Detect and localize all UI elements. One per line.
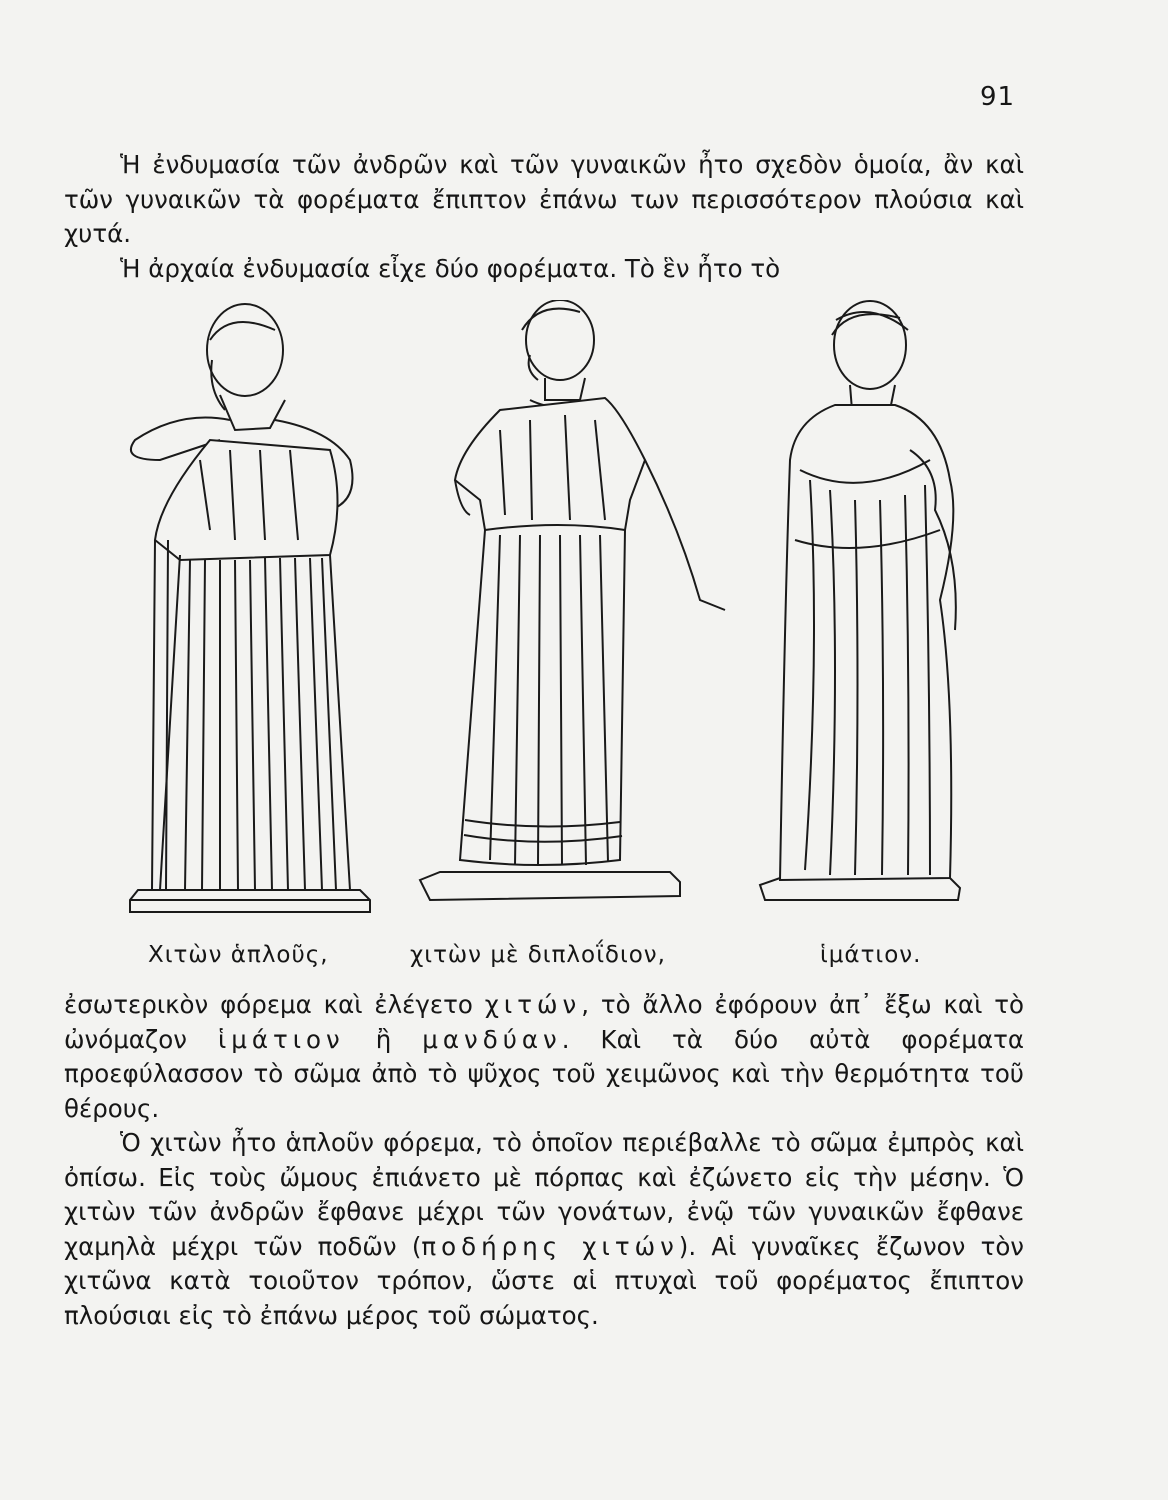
paragraph-chiton-description xyxy=(64,1126,1024,1333)
figure-himation xyxy=(760,301,960,900)
figure-chiton-diploidion xyxy=(420,300,725,900)
text-segment: , τὸ ἄλλο ἐφόρουν ἀπ᾽ ἔξω καὶ τὸ ὠνόμαζον xyxy=(64,990,1024,1054)
figure-simple-chiton xyxy=(130,304,370,912)
term-mandyas: μανδύαν xyxy=(422,1024,562,1054)
paragraph-garments-intro: Ἡ ἀρχαία ἐνδυμασία εἶχε δύο φορέματα. Τὸ ἓν ἦτο τὸ xyxy=(120,254,781,283)
text-segment: . Καὶ τὰ δύο αὐτὰ φορέματα προεφύλασσον τὸ σῶμα ἀπὸ τὸ ψῦχος τοῦ χειμῶνος καὶ τὴν θερμότητα τοῦ θέρους. xyxy=(64,1024,1024,1123)
caption-himation: ἱμάτιον. xyxy=(820,942,922,968)
paragraph-chiton-himation xyxy=(64,988,1024,1126)
caption-chiton-diploidion: χιτὼν μὲ διπλοΐδιον, xyxy=(410,942,666,968)
text-segment: ἢ xyxy=(344,1024,423,1054)
paragraph-intro: Ἡ ἐνδυμασία τῶν ἀνδρῶν καὶ τῶν γυναικῶν ἦτο σχεδὸν ὁμοία, ἂν καὶ τῶν γυναικῶν τὰ φορέματα ἔπιπτον ἐπάνω των περισσότερον πλούσια καὶ χυτά. xyxy=(64,150,1024,248)
page-number: 91 xyxy=(980,82,1016,112)
term-podires-chiton: ποδήρης χιτών xyxy=(421,1231,679,1261)
garment-illustrations xyxy=(60,300,1060,940)
text-segment: ἐσωτερικὸν φόρεμα καὶ ἐλέγετο xyxy=(64,990,485,1019)
caption-simple-chiton: Χιτὼν ἁπλοῦς, xyxy=(148,942,329,968)
term-himation: ἱμάτιον xyxy=(217,1024,345,1054)
term-chiton: χιτών xyxy=(484,990,582,1019)
text-segment: ). Αἱ γυναῖκες ἔζωνον τὸν χιτῶνα κατὰ τοιοῦτον τρόπον, ὥστε αἱ πτυχαὶ τοῦ φορέματος ἔπιπτον πλούσιαι εἰς τὸ ἐπάνω μέρος τοῦ σώματος. xyxy=(64,1231,1024,1330)
text-segment: Ὁ χιτὼν ἦτο ἁπλοῦν φόρεμα, τὸ ὁποῖον περιέβαλλε τὸ σῶμα ἐμπρὸς καὶ ὀπίσω. Εἰς τοὺς ὤμους ἐπιάνετο μὲ πόρπας καὶ ἐζώνετο εἰς τὴν μέσην. Ὁ χιτὼν τῶν ἀνδρῶν ἔφθανε μέχρι τῶν γονάτων, ἐνῷ τῶν γυναικῶν ἔφθανε χαμηλὰ μέχρι τῶν ποδῶν ( xyxy=(64,1128,1024,1261)
